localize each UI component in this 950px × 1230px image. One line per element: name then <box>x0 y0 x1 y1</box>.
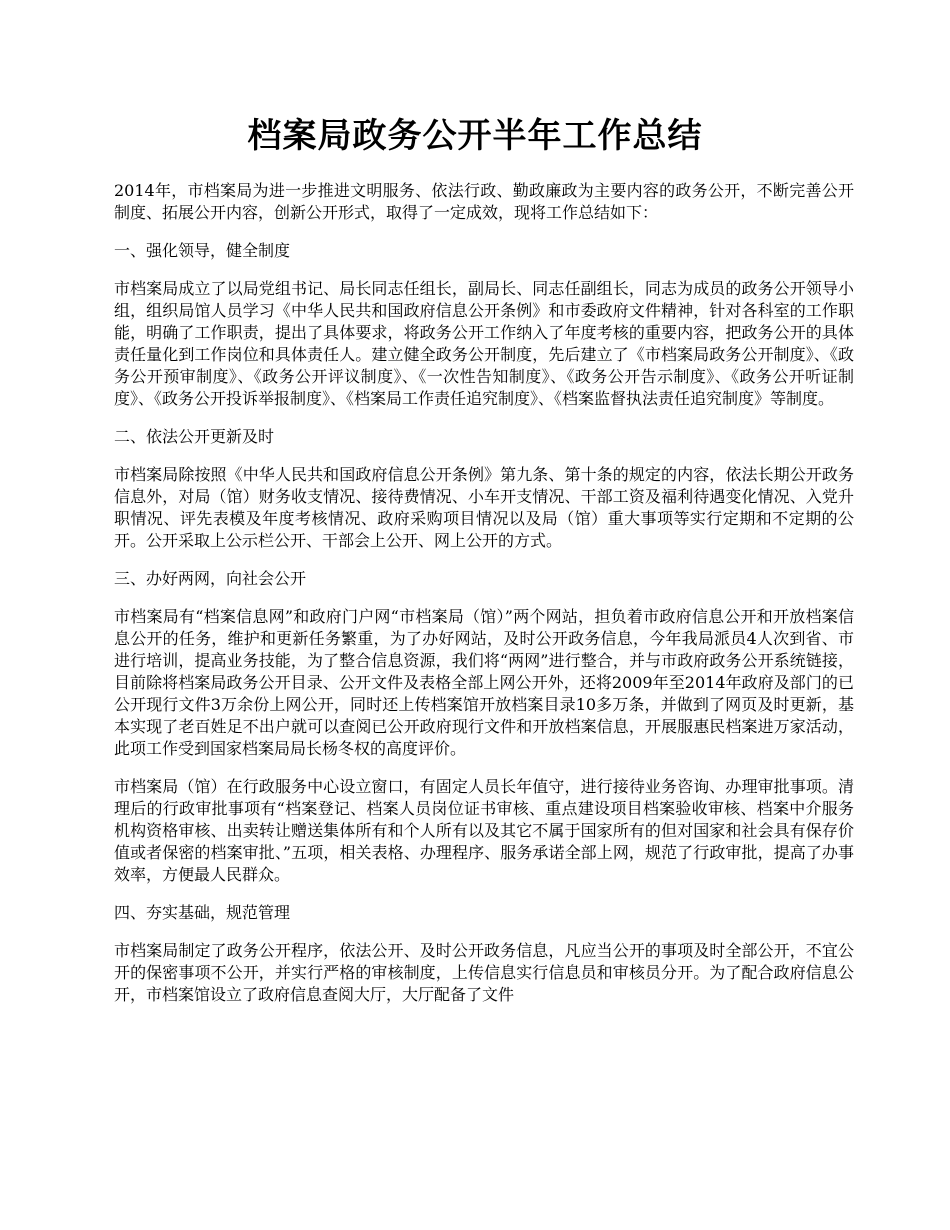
document-body <box>114 180 854 1022</box>
section-1-paragraph-1: 市档案局成立了以局党组书记、局长同志任组长，副局长、同志任副组长，同志为成员的政务公开领导小组，组织局馆人员学习《中华人民共和国政府信息公开条例》和市委政府文件精神，针对各科室的工作职能，明确了工作职责，提出了具体要求，将政务公开工作纳入了年度考核的重要内容，把政务公开的具体责任量化到工作岗位和具体责任人。建立健全政务公开制度，先后建立了《市档案局政务公开制度》、《政务公开预审制度》、《政务公开评议制度》、《一次性告知制度》、《政务公开告示制度》、《政务公开听证制度》、《政务公开投诉举报制度》、《档案局工作责任追究制度》、《档案监督执法责任追究制度》等制度。 <box>114 279 854 408</box>
intro-paragraph: 2014年，市档案局为进一步推进文明服务、依法行政、勤政廉政为主要内容的政务公开，不断完善公开制度、拓展公开内容，创新公开形式，取得了一定成效，现将工作总结如下： <box>114 181 854 222</box>
section-heading-1: 一、强化领导，健全制度 <box>114 241 291 260</box>
section-4-paragraph-1: 市档案局制定了政务公开程序，依法公开、及时公开政务信息，凡应当公开的事项及时全部公开，不宜公开的保密事项不公开，并实行严格的审核制度，上传信息实行信息员和审核员分开。为了配合政府信息公开，市档案馆设立了政府信息查阅大厅，大厅配备了文件 <box>114 941 854 1004</box>
section-heading-4: 四、夯实基础，规范管理 <box>114 903 291 922</box>
section-heading-2: 二、依法公开更新及时 <box>114 427 275 446</box>
section-2-paragraph-1: 市档案局除按照《中华人民共和国政府信息公开条例》第九条、第十条的规定的内容，依法长期公开政务信息外，对局（馆）财务收支情况、接待费情况、小车开支情况、干部工资及福利待遇变化情况、入党升职情况、评先表模及年度考核情况、政府采购项目情况以及局（馆）重大事项等实行定期和不定期的公开。公开采取上公示栏公开、干部会上公开、网上公开的方式。 <box>114 465 854 550</box>
section-heading-3: 三、办好两网，向社会公开 <box>114 569 307 588</box>
section-3-paragraph-1: 市档案局有“档案信息网”和政府门户网“市档案局（馆）”两个网站，担负着市政府信息公开和开放档案信息公开的任务，维护和更新任务繁重，为了办好网站，及时公开政务信息，今年我局派员4人次到省、市进行培训，提高业务技能，为了整合信息资源，我们将“两网”进行整合，并与市政府政务公开系统链接，目前除将档案局政务公开目录、公开文件及表格全部上网公开外，还将2009年至2014年政府及部门的已公开现行文件3万余份上网公开，同时还上传档案馆开放档案目录10多万条，并做到了网页及时更新，基本实现了老百姓足不出户就可以查阅已公开政府现行文件和开放档案信息，开展服惠民档案进万家活动，此项工作受到国家档案局局长杨冬权的高度评价。 <box>114 607 854 758</box>
document-title: 档案局政务公开半年工作总结 <box>247 116 703 156</box>
section-3-paragraph-2: 市档案局（馆）在行政服务中心设立窗口，有固定人员长年值守，进行接待业务咨询、办理审批事项。清理后的行政审批事项有“档案登记、档案人员岗位证书审核、重点建设项目档案验收审核、档案中介服务机构资格审核、出卖转让赠送集体所有和个人所有以及其它不属于国家所有的但对国家和社会具有保存价值或者保密的档案审批、”五项，相关表格、办理程序、服务承诺全部上网，规范了行政审批，提高了办事效率，方便最人民群众。 <box>114 777 854 884</box>
